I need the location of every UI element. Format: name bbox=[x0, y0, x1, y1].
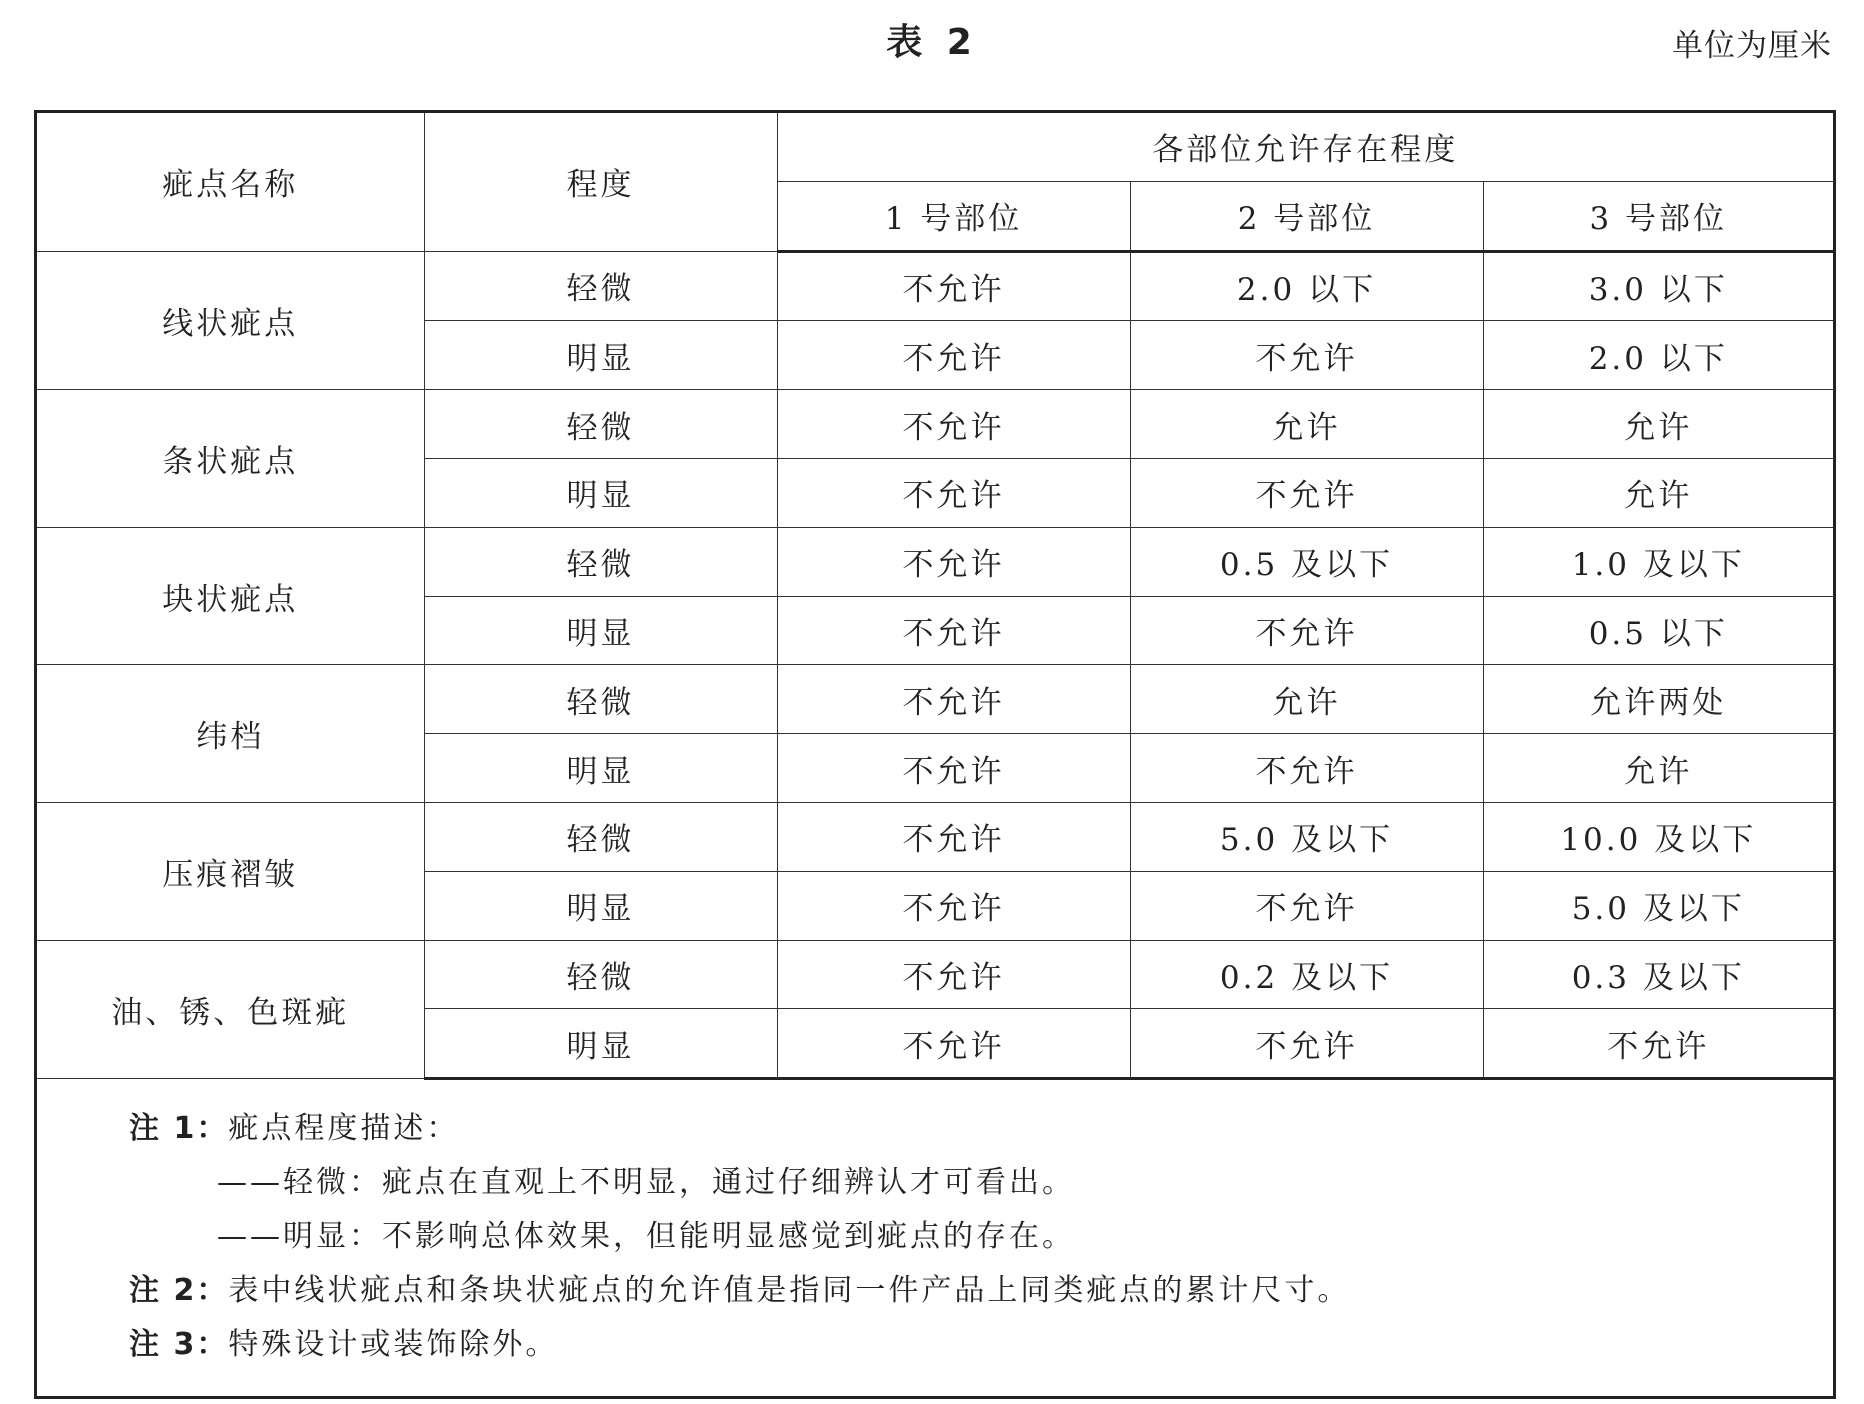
note-label: 注 2： bbox=[129, 1273, 229, 1309]
degree-cell: 轻微 bbox=[424, 527, 777, 596]
part-1-value-cell: 不允许 bbox=[777, 734, 1130, 803]
part-2-value-cell: 允许 bbox=[1130, 665, 1483, 734]
part-3-value-cell: 10.0 及以下 bbox=[1483, 802, 1833, 871]
part-2-value-cell: 不允许 bbox=[1130, 596, 1483, 665]
table-row bbox=[37, 940, 1833, 1009]
part-1-value-cell: 不允许 bbox=[777, 665, 1130, 734]
table-notes bbox=[37, 1080, 1833, 1396]
note-3 bbox=[37, 1318, 1833, 1372]
note-2 bbox=[37, 1264, 1833, 1318]
part-1-value-cell: 不允许 bbox=[777, 596, 1130, 665]
header-part-3: 3 号部位 bbox=[1483, 181, 1833, 251]
part-1-value-cell: 不允许 bbox=[777, 802, 1130, 871]
note-1 bbox=[37, 1102, 1833, 1156]
defect-name-cell: 压痕褶皱 bbox=[37, 802, 424, 940]
degree-cell: 明显 bbox=[424, 734, 777, 803]
part-1-value-cell: 不允许 bbox=[777, 871, 1130, 940]
table-title: 表 2 bbox=[886, 22, 978, 63]
part-3-value-cell: 不允许 bbox=[1483, 1009, 1833, 1079]
unit-note: 单位为厘米 bbox=[1672, 28, 1832, 64]
part-1-value-cell: 不允许 bbox=[777, 940, 1130, 1009]
part-1-value-cell: 不允许 bbox=[777, 321, 1130, 390]
defect-allowance-table bbox=[37, 113, 1833, 1080]
note-1-obvious-desc bbox=[37, 1210, 1833, 1264]
part-1-value-cell: 不允许 bbox=[777, 390, 1130, 459]
note-text: 疵点程度描述： bbox=[228, 1111, 460, 1147]
degree-cell: 轻微 bbox=[424, 390, 777, 459]
part-3-value-cell: 允许两处 bbox=[1483, 665, 1833, 734]
part-3-value-cell: 0.3 及以下 bbox=[1483, 940, 1833, 1009]
header-row-top bbox=[37, 113, 1833, 181]
note-text: 表中线状疵点和条块状疵点的允许值是指同一件产品上同类疵点的累计尺寸。 bbox=[228, 1273, 1351, 1309]
part-3-value-cell: 允许 bbox=[1483, 734, 1833, 803]
note-label: 注 1： bbox=[129, 1111, 229, 1147]
header-part-2: 2 号部位 bbox=[1130, 181, 1483, 251]
part-2-value-cell: 5.0 及以下 bbox=[1130, 802, 1483, 871]
table-row bbox=[37, 390, 1833, 459]
part-3-value-cell: 2.0 以下 bbox=[1483, 321, 1833, 390]
note-1-light-desc bbox=[37, 1156, 1833, 1210]
note-text: ——轻微：疵点在直观上不明显，通过仔细辨认才可看出。 bbox=[217, 1165, 1075, 1201]
table-frame bbox=[34, 110, 1836, 1399]
part-1-value-cell: 不允许 bbox=[777, 1009, 1130, 1079]
part-2-value-cell: 不允许 bbox=[1130, 734, 1483, 803]
degree-cell: 轻微 bbox=[424, 940, 777, 1009]
degree-cell: 明显 bbox=[424, 1009, 777, 1079]
degree-cell: 明显 bbox=[424, 458, 777, 527]
table-body bbox=[37, 113, 1833, 1079]
part-3-value-cell: 5.0 及以下 bbox=[1483, 871, 1833, 940]
part-1-value-cell: 不允许 bbox=[777, 251, 1130, 321]
header-part-1: 1 号部位 bbox=[777, 181, 1130, 251]
degree-cell: 轻微 bbox=[424, 665, 777, 734]
defect-name-cell: 条状疵点 bbox=[37, 390, 424, 528]
part-2-value-cell: 不允许 bbox=[1130, 321, 1483, 390]
part-1-value-cell: 不允许 bbox=[777, 527, 1130, 596]
degree-cell: 轻微 bbox=[424, 802, 777, 871]
part-2-value-cell: 0.2 及以下 bbox=[1130, 940, 1483, 1009]
header-degree: 程度 bbox=[424, 113, 777, 251]
part-2-value-cell: 2.0 以下 bbox=[1130, 251, 1483, 321]
part-3-value-cell: 允许 bbox=[1483, 390, 1833, 459]
defect-name-cell: 线状疵点 bbox=[37, 251, 424, 390]
part-2-value-cell: 不允许 bbox=[1130, 458, 1483, 527]
header-defect-name: 疵点名称 bbox=[37, 113, 424, 251]
defect-name-cell: 油、锈、色斑疵 bbox=[37, 940, 424, 1079]
note-text: ——明显：不影响总体效果，但能明显感觉到疵点的存在。 bbox=[217, 1219, 1075, 1255]
part-3-value-cell: 允许 bbox=[1483, 458, 1833, 527]
note-text: 特殊设计或装饰除外。 bbox=[228, 1327, 559, 1363]
part-2-value-cell: 允许 bbox=[1130, 390, 1483, 459]
table-row bbox=[37, 251, 1833, 321]
table-row bbox=[37, 665, 1833, 734]
degree-cell: 明显 bbox=[424, 871, 777, 940]
part-2-value-cell: 0.5 及以下 bbox=[1130, 527, 1483, 596]
defect-name-cell: 纬档 bbox=[37, 665, 424, 803]
header-allowed-by-part: 各部位允许存在程度 bbox=[777, 113, 1833, 181]
defect-name-cell: 块状疵点 bbox=[37, 527, 424, 665]
part-2-value-cell: 不允许 bbox=[1130, 871, 1483, 940]
part-3-value-cell: 1.0 及以下 bbox=[1483, 527, 1833, 596]
part-3-value-cell: 3.0 以下 bbox=[1483, 251, 1833, 321]
note-label: 注 3： bbox=[129, 1327, 229, 1363]
degree-cell: 明显 bbox=[424, 321, 777, 390]
part-3-value-cell: 0.5 以下 bbox=[1483, 596, 1833, 665]
part-1-value-cell: 不允许 bbox=[777, 458, 1130, 527]
table-row bbox=[37, 802, 1833, 871]
table-row bbox=[37, 527, 1833, 596]
degree-cell: 轻微 bbox=[424, 251, 777, 321]
table-caption bbox=[0, 12, 1864, 62]
part-2-value-cell: 不允许 bbox=[1130, 1009, 1483, 1079]
degree-cell: 明显 bbox=[424, 596, 777, 665]
